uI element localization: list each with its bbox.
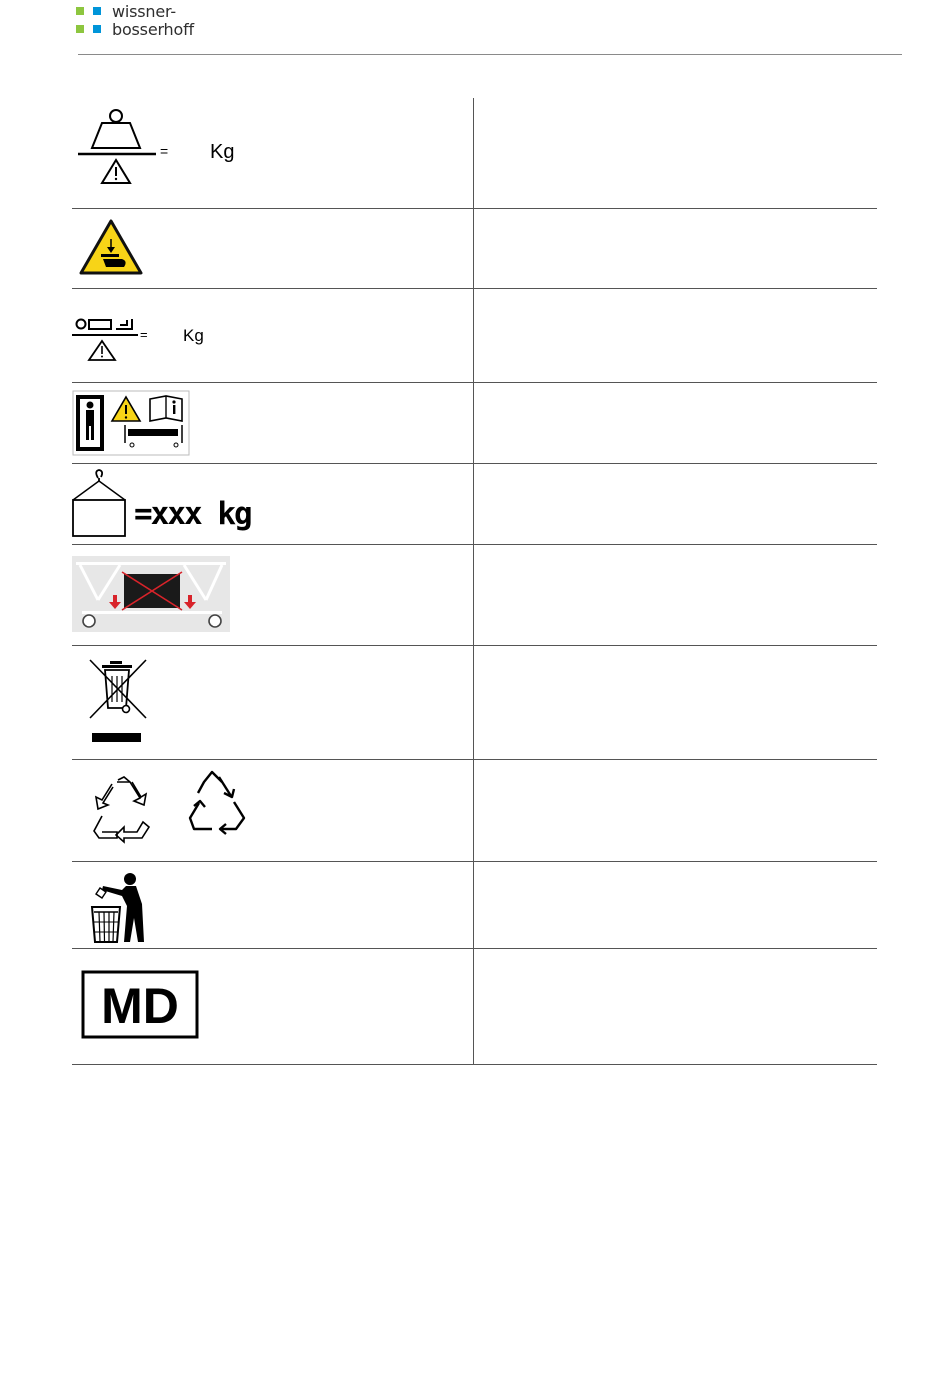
description-cell (474, 645, 878, 759)
icon-cell (72, 208, 474, 288)
logo-blue-square (93, 25, 101, 33)
table-row (72, 759, 877, 861)
medical-device-md-icon (72, 949, 473, 1049)
tidyman-disposal-icon (72, 862, 473, 948)
icon-cell (72, 645, 474, 759)
logo-green-square (76, 25, 84, 33)
table-row (72, 382, 877, 463)
description-cell (474, 382, 878, 463)
description-cell (474, 288, 878, 382)
description-cell (474, 759, 878, 861)
icon-cell (72, 98, 474, 208)
description-cell (474, 948, 878, 1064)
icon-cell (72, 861, 474, 948)
md-label: MD (101, 977, 179, 1034)
max-patient-weight-icon (72, 289, 473, 379)
header-rule (78, 54, 902, 55)
logo-text-line2: bosserhoff (112, 19, 194, 39)
icon-cell (72, 948, 474, 1064)
icon-cell (72, 288, 474, 382)
icon-cell (72, 463, 474, 544)
table-row (72, 645, 877, 759)
description-cell (474, 463, 878, 544)
icon-cell (72, 382, 474, 463)
crush-hazard-warning-icon (72, 209, 473, 287)
safe-working-load-icon (72, 98, 473, 198)
description-cell (474, 544, 878, 645)
table-row (72, 288, 877, 382)
table-row (72, 463, 877, 544)
kg-label: Kg (183, 325, 204, 345)
description-cell (474, 208, 878, 288)
weee-crossed-bin-icon (72, 646, 473, 756)
table-row (72, 861, 877, 948)
description-cell (474, 861, 878, 948)
equals-label: = (140, 326, 148, 342)
brand-logo (76, 2, 194, 38)
symbol-table (72, 98, 877, 1065)
logo-text-line1: wissner- (112, 1, 176, 21)
kg-label: Kg (210, 141, 235, 163)
load-weight-label: =xxx kg (134, 495, 251, 532)
icon-cell (72, 544, 474, 645)
table-row (72, 208, 877, 288)
description-cell (474, 98, 878, 208)
table-row (72, 948, 877, 1064)
logo-green-square (76, 7, 84, 15)
lifting-load-weight-icon (72, 464, 473, 542)
table-row (72, 98, 877, 208)
recycling-triangle-icon (190, 772, 244, 834)
logo-blue-square (93, 7, 101, 15)
no-storage-under-bed-icon (72, 545, 473, 635)
table-row (72, 544, 877, 645)
mobius-loop-icon (94, 777, 149, 842)
recycling-icon (72, 760, 473, 860)
icon-cell (72, 759, 474, 861)
patient-size-warning-manual-icon (72, 383, 473, 461)
equals-label: = (160, 143, 169, 159)
